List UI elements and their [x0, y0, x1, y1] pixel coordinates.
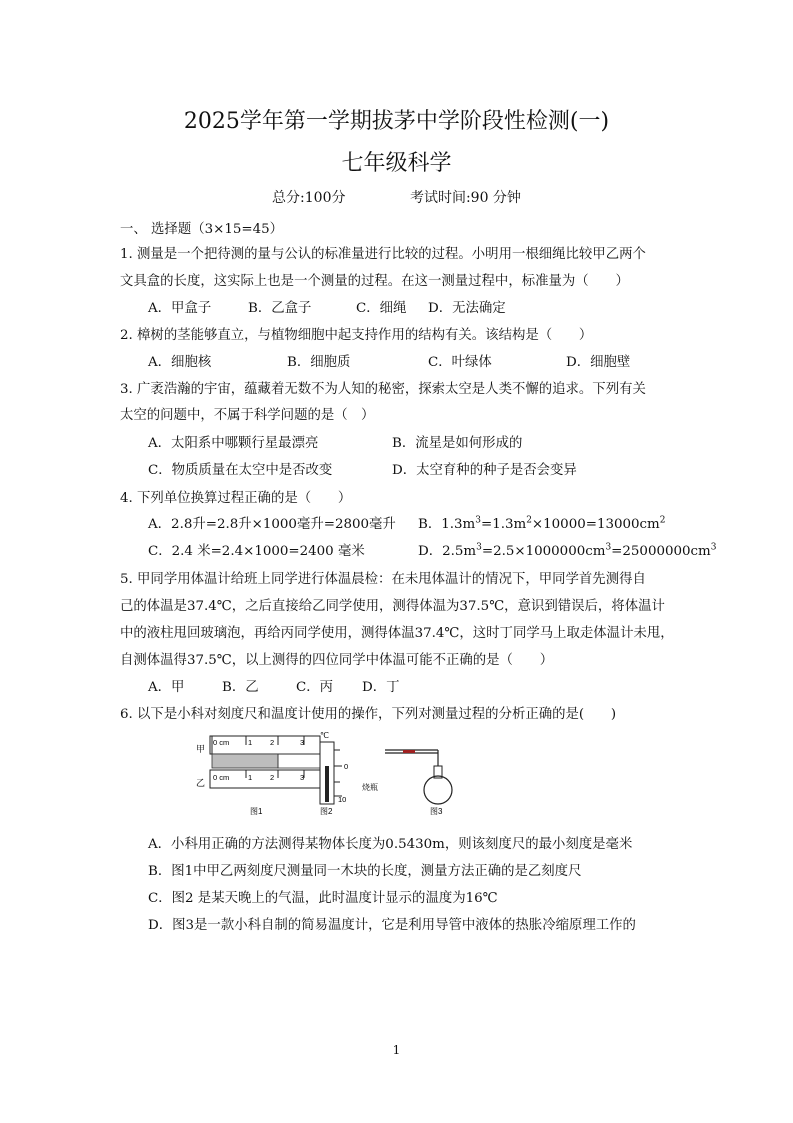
q2-option-b: B．细胞质 [287, 355, 351, 370]
ruler-jia-tick-1: 1 [248, 738, 253, 747]
q6-option-b: B．图1中甲乙两刻度尺测量同一木块的长度，测量方法正确的是乙刻度尺 [148, 864, 582, 879]
q1-option-d: D．无法确定 [428, 301, 506, 316]
exam-meta [0, 187, 793, 207]
q5-option-a: A．甲 [148, 680, 185, 695]
ruler-yi-tick-2: 2 [270, 773, 275, 782]
q5-line1: 5. 甲同学用体温计给班上同学进行体温晨检：在未甩体温计的情况下，甲同学首先测得自 [120, 572, 646, 587]
q1-option-c: C．细绳 [356, 301, 407, 316]
q3-line1: 3. 广袤浩瀚的宇宙，蕴藏着无数不为人知的秘密，探索太空是人类不懈的追求。下列有关 [120, 382, 646, 397]
q1-line2: 文具盒的长度，这实际上也是一个测量的过程。在这一测量过程中，标准量为（ ） [120, 274, 629, 289]
exam-title: 2025学年第一学期拔茅中学阶段性检测(一) [183, 109, 610, 134]
exam-subtitle: 七年级科学 [341, 151, 452, 176]
ruler-gap [278, 754, 320, 768]
temp-zero-label: 0 [344, 762, 349, 771]
q3-option-b: B．流星是如何形成的 [392, 436, 523, 451]
total-score: 总分:100分 [272, 190, 346, 206]
q5-option-d: D．丁 [362, 680, 400, 695]
page-number: 1 [392, 1043, 401, 1057]
q5-option-b: B．乙 [222, 680, 259, 695]
q3-option-c: C．物质质量在太空中是否改变 [148, 463, 333, 478]
q2-option-a: A．细胞核 [148, 355, 212, 370]
fig1-caption: 图1 [250, 807, 263, 816]
q2-option-c: C．叶绿体 [428, 355, 492, 370]
q4-option-b: B．$1.3m^3=1.3m^2\times 10000=13000cm^2$ [418, 515, 666, 532]
q3-line2: 太空的问题中，不属于科学问题的是（ ） [120, 408, 375, 423]
q4-line1: 4. 下列单位换算过程正确的是（ ） [120, 491, 352, 506]
ruler-jia-zero: 0 cm [213, 738, 230, 747]
q5-line4: 自测体温得37.5℃，以上测得的四位同学中体温可能不正确的是（ ） [120, 653, 554, 668]
q5-line2: 己的体温是37.4℃，之后直接给乙同学使用，测得体温为37.5℃，意识到错误后，将体温计 [120, 599, 665, 614]
ruler-yi-tick-3: 3 [300, 773, 305, 782]
ruler-yi-tick-1: 1 [248, 773, 253, 782]
q3-option-a: A．太阳系中哪颗行星最漂亮 [148, 436, 319, 451]
liquid-column [403, 750, 415, 753]
q6-option-a: A．小科用正确的方法测得某物体长度为0.5430m，则该刻度尺的最小刻度是毫米 [148, 837, 633, 852]
fig2-caption: 图2 [320, 807, 333, 816]
section-heading: 一、 选择题（3×15=45） [120, 222, 284, 237]
flask-label: 烧瓶 [362, 783, 378, 792]
ruler-jia-tick-2: 2 [270, 738, 275, 747]
exam-time: 考试时间:90 分钟 [409, 190, 521, 206]
temp-ten-label: 10 [338, 795, 347, 804]
wood-block [212, 754, 278, 768]
q6-line1: 6. 以下是小科对刻度尺和温度计使用的操作，下列对测量过程的分析正确的是( ) [120, 707, 617, 722]
ruler-yi [210, 770, 320, 788]
ruler-yi-zero: 0 cm [213, 773, 230, 782]
temp-unit: ℃ [320, 731, 329, 740]
q2-line1: 2. 樟树的茎能够直立，与植物细胞中起支持作用的结构有关。该结构是（ ） [120, 328, 593, 343]
q5-option-c: C．丙 [296, 680, 334, 695]
q6-figure [190, 730, 490, 820]
q1-option-b: B．乙盒子 [248, 301, 312, 316]
thermometer [320, 731, 348, 804]
ruler-jia-label: 甲 [196, 744, 206, 754]
q1-option-a: A．甲盒子 [148, 301, 212, 316]
flask-thermometer [362, 750, 452, 804]
q6-option-d: D．图3是一款小科自制的简易温度计，它是利用导管中液体的热胀冷缩原理工作的 [148, 918, 636, 933]
q3-option-d: D．太空育种的种子是否会变异 [392, 463, 577, 478]
ruler-yi-label: 乙 [196, 778, 206, 788]
q4-option-d: D．$2.5m^3=2.5\times 1000000cm^3=25000000cm^3$ [418, 542, 717, 559]
q2-option-d: D．细胞壁 [566, 355, 631, 370]
ruler-jia [210, 736, 320, 754]
ruler-jia-tick-3: 3 [300, 738, 305, 747]
fig3-caption: 图3 [430, 807, 443, 816]
q4-option-c: C．2.4 米=2.4×1000=2400 毫米 [148, 544, 365, 559]
q6-option-c: C．图2 是某天晚上的气温，此时温度计显示的温度为16℃ [148, 891, 498, 906]
q4-option-a: A．2.8升=2.8升×1000毫升=2800毫升 [148, 517, 396, 532]
q5-line3: 中的液柱甩回玻璃泡，再给丙同学使用，测得体温37.4℃，这时丁同学马上取走体温计未甩， [120, 626, 674, 641]
q1-line1: 1. 测量是一个把待测的量与公认的标准量进行比较的过程。小明用一根细绳比较甲乙两个 [120, 247, 646, 262]
